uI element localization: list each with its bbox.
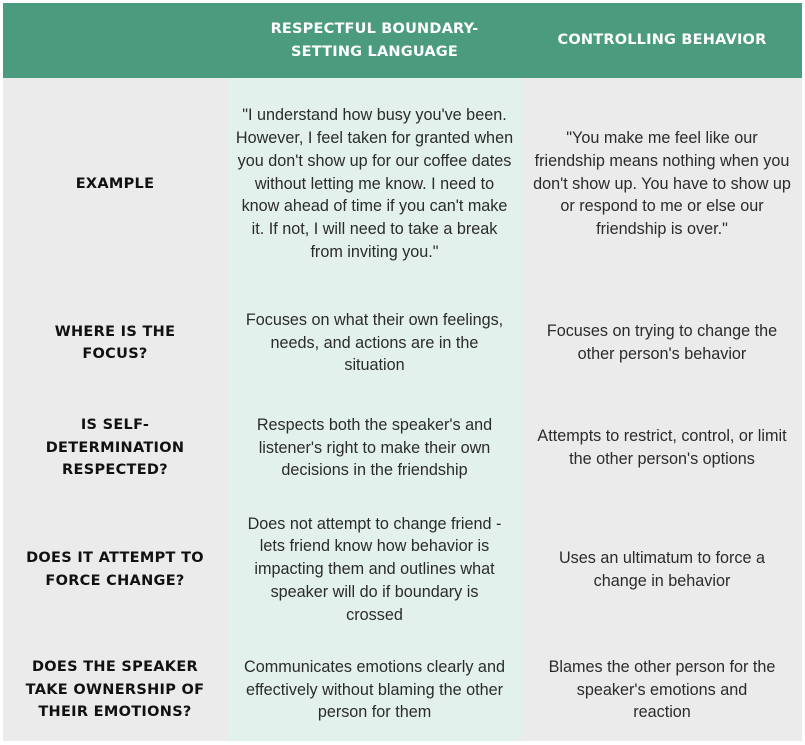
- row-label-example: EXAMPLE: [75, 175, 155, 192]
- controlling-example-text: "You make me feel like our friendship means nothing when you don't show up. You have to show up or respond to me or else our friendship is over.": [533, 129, 791, 239]
- table-row: [3, 396, 802, 500]
- header-controlling-label: CONTROLLING BEHAVIOR: [557, 32, 767, 48]
- respectful-example-text: "I understand how busy you've been. However, I feel taken for granted when you don't show up for our coffee dates without letting me know. I need to know ahead of time if you can't make it. If not, I will need to take a break from inviting you.": [235, 106, 514, 261]
- controlling-ownership-text: Blames the other person for the speaker's emotions and reaction: [548, 657, 776, 722]
- row-label-ownership: DOES THE SPEAKER TAKE OWNERSHIP OF THEIR EMOTIONS?: [25, 659, 205, 721]
- header-respectful-language: [227, 3, 522, 78]
- table-row: [3, 500, 802, 639]
- row-label-force-change: DOES IT ATTEMPT TO FORCE CHANGE?: [26, 550, 204, 589]
- respectful-force-change-text: Does not attempt to change friend - lets friend know how behavior is impacting them and outlines what speaker will do if boundary is crossed: [247, 514, 502, 624]
- controlling-force-change-text: Uses an ultimatum to force a change in behavior: [558, 548, 766, 590]
- header-respectful-label: RESPECTFUL BOUNDARY- SETTING LANGUAGE: [270, 20, 479, 60]
- table-row: [3, 639, 802, 741]
- respectful-self-determination-text: Respects both the speaker's and listener's right to make their own decisions in the friendship: [256, 415, 493, 480]
- header-controlling-behavior: [522, 3, 802, 78]
- respectful-ownership-text: Communicates emotions clearly and effectively without blaming the other person for them: [244, 657, 505, 722]
- table-row: [3, 78, 802, 290]
- header-empty-cell: [3, 3, 227, 78]
- row-label-self-determination: IS SELF-DETERMINATION RESPECTED?: [45, 417, 185, 479]
- table-header: [3, 3, 802, 78]
- row-label-focus: WHERE IS THE FOCUS?: [54, 323, 176, 362]
- controlling-focus-text: Focuses on trying to change the other person's behavior: [546, 322, 778, 363]
- controlling-self-determination-text: Attempts to restrict, control, or limit the other person's options: [537, 427, 787, 468]
- respectful-focus-text: Focuses on what their own feelings, needs, and actions are in the situation: [245, 310, 504, 375]
- comparison-table: [3, 3, 802, 741]
- table-row: [3, 290, 802, 396]
